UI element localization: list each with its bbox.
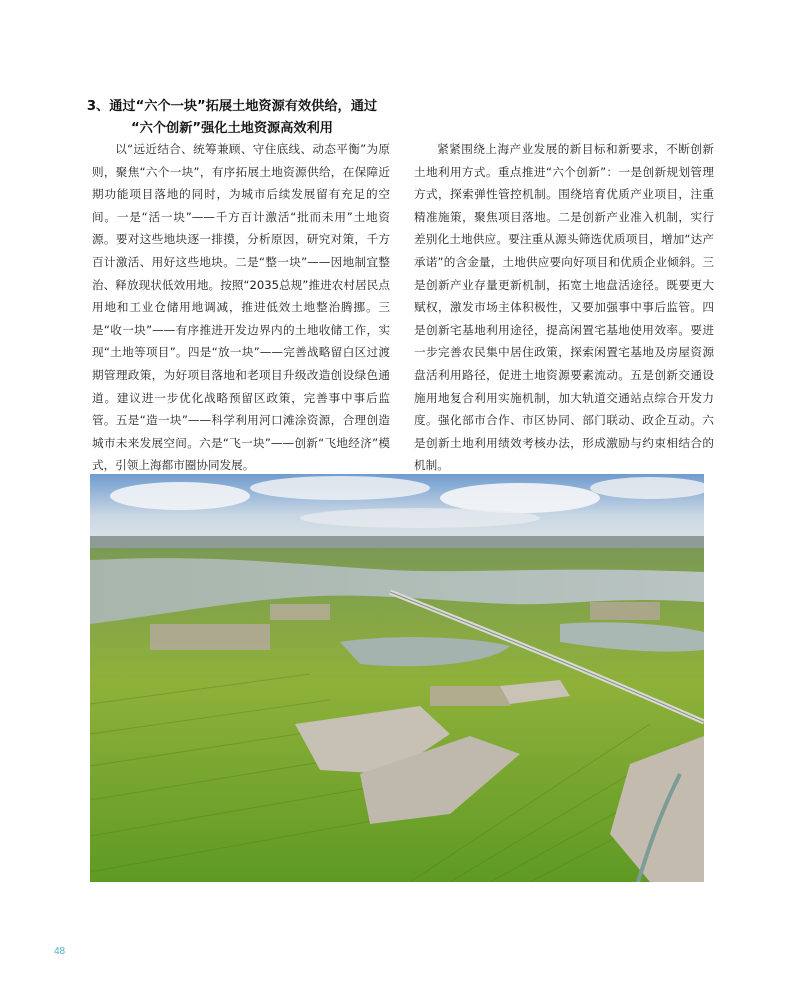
section-heading-line-2: “六个创新”强化土地资源高效利用 — [131, 121, 333, 136]
left-column-paragraph: 以“远近结合、统筹兼顾、守住底线、动态平衡”为原则，聚焦“六个一块”，有序拓展土地资源供给，在保障近期功能项目落地的同时，为城市后续发展留有充足的空间。一是“活一块”——千方百计激活“批而未用”土地资源。要对这些地块逐一排摸，分析原因，研究对策，千方百计激活、用好这些地块。二是“整一块”——因地制宜整治、释放现状低效用地。按照“2035总规”推进农村居民点用地和工业仓储用地调减，推进低效土地整治腾挪。三是“收一块”——有序推进开发边界内的土地收储工作，实现“土地等项目”。四是“放一块”——完善战略留白区过渡期管理政策，为好项目落地和老项目升级改造创设绿色通道。建议进一步优化战略预留区政策，完善事中事后监管。五是“造一块”——科学利用河口滩涂资源，合理创造城市未来发展空间。六是“飞一块”——创新“飞地经济”模式，引领上海都市圈协同发展。 — [92, 142, 390, 473]
page-number: 48 — [54, 946, 66, 957]
village — [590, 602, 660, 620]
village — [270, 604, 330, 620]
village — [430, 686, 510, 706]
cloud — [440, 483, 600, 513]
village — [150, 624, 270, 650]
right-column-paragraph: 紧紧围绕上海产业发展的新目标和新要求，不断创新土地利用方式。重点推进“六个创新”：一是创新规划管理方式，探索弹性管控机制。围绕培育优质产业项目，注重精准施策，聚焦项目落地。二是创新产业准入机制，实行差别化土地供应。要注重从源头筛选优质项目，增加“达产承诺”的含金量，土地供应要向好项目和优质企业倾斜。三是创新产业存量更新机制，拓宽土地盘活途径。既要更大赋权，激发市场主体积极性，又要加强事中事后监管。四是创新宅基地利用途径，提高闲置宅基地使用效率。要进一步完善农民集中居住政策，探索闲置宅基地及房屋资源盘活利用路径，促进土地资源要素流动。五是创新交通设施用地复合利用实施机制，加大轨道交通站点综合开发力度。强化部市合作、市区协同、部门联动、政企互动。六是创新土地利用绩效考核办法，形成激励与约束相结合的机制。 — [414, 142, 714, 473]
aerial-photo — [90, 474, 704, 882]
cloud — [250, 476, 430, 500]
cloud — [300, 508, 540, 528]
section-heading-line-1: 3、通过“六个一块”拓展土地资源有效供给，通过 — [86, 99, 378, 114]
cloud — [110, 482, 250, 510]
section-heading — [72, 96, 392, 140]
